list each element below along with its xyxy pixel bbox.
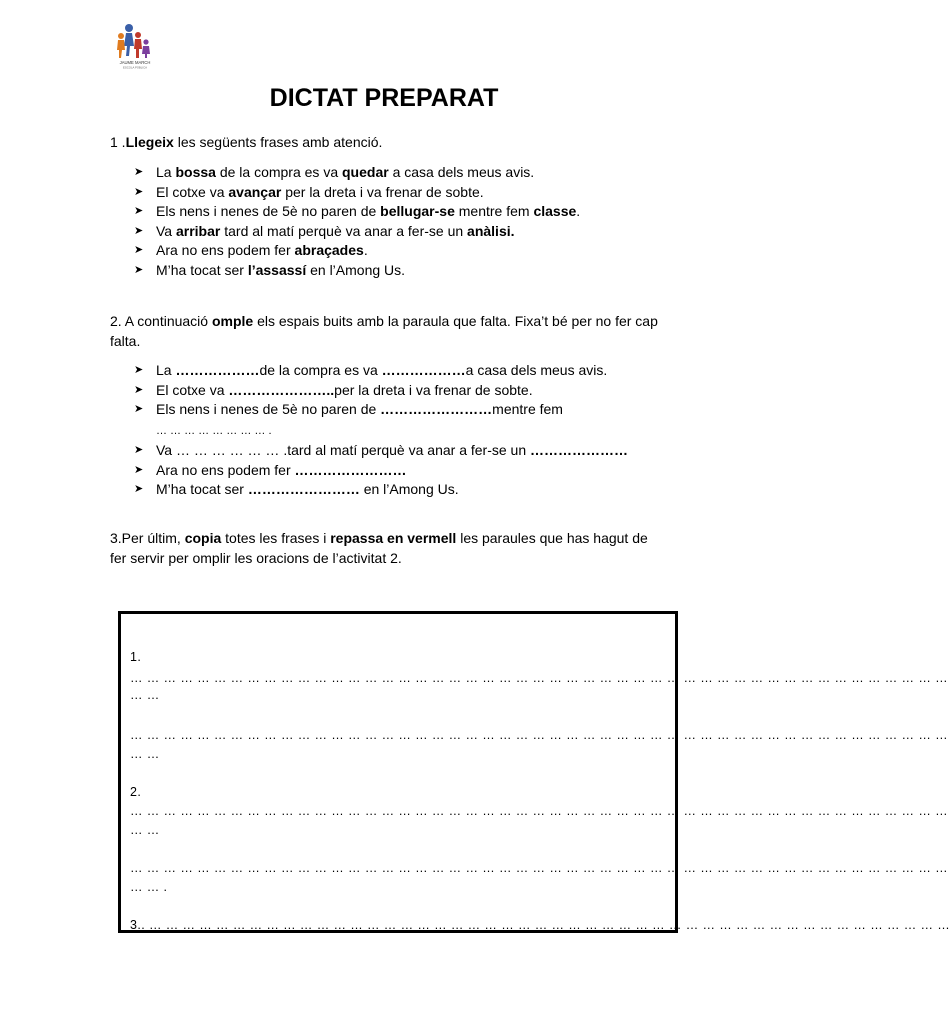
blank-field: ………………… [530,442,629,458]
answer-number: 1. [130,650,142,664]
logo-subcaption: ESCOLA PÚBLICA [123,65,147,70]
dotted-line: … … [130,688,160,702]
list-item: ➤ M’ha tocat ser …………………… en l’Among Us. [134,480,628,500]
logo-figures-icon [117,24,150,58]
list-item: ➤ Els nens i nenes de 5è no paren de ……………………mentre fem … … … … … … … … . [134,401,563,437]
list-item: ➤ Ara no ens podem fer …………………… [134,461,628,481]
blank-field: …………………… [247,481,360,497]
dotted-line: … … … … … … … … … … … … … … … … … … … … … … … … … … … … … … … … … … … … … … … … … … … … … … … … … [130,861,948,875]
dotted-line: … … [130,823,160,837]
arrow-bullet-icon: ➤ [134,166,144,178]
dotted-line: … … [130,747,160,761]
arrow-bullet-icon: ➤ [134,383,144,396]
section-3-keyword-copy: copia [184,530,222,546]
school-logo [110,22,160,70]
section-3-instruction: 3.Per últim, copia totes les frases i repassa en vermell les paraules que has hagut de fer servir per omplir les oracions de l’activitat 2. [110,530,648,566]
list-item: ➤ Ara no ens podem fer abraçades. [134,241,580,261]
dotted-line: … … … … … … … … … … … … … … … … … … … … … … … … … … … … … … … … … … … … … … … … … … … … … … … … … [130,728,948,742]
list-item: ➤ La ………………de la compra es va ………………a casa dels meus avis. [134,361,628,381]
arrow-bullet-icon: ➤ [134,244,144,256]
arrow-bullet-icon: ➤ [134,444,144,456]
dotted-line: … … . [130,880,168,894]
section-1-list [134,163,580,280]
list-item: ➤ El cotxe va avançar per la dreta i va frenar de sobte. [134,183,580,203]
blank-field: ……………… [381,362,466,378]
answer-number: 2. [130,785,142,799]
arrow-bullet-icon: ➤ [134,403,144,415]
list-item: ➤ Va arribar tard al matí perquè va anar a fer-se un anàlisi. [134,222,580,242]
section-2-instruction: 2. A continuació omple els espais buits amb la paraula que falta. Fixa’t bé per no fer cap falta. [110,313,658,349]
blank-field: ………………….. [228,381,335,398]
blank-field: …………………… [294,461,407,478]
dotted-line: … … … … … … … … … … … … … … … … … … … … … … … … … … … … … … … … … … … … … … … … … … … … … … … … … [130,804,948,818]
arrow-bullet-icon: ➤ [134,224,144,237]
blank-field: … … … … … … … … . [156,424,272,437]
list-item: ➤ Va … … … … … … .tard al matí perquè va anar a fer-se un ………………… [134,441,628,461]
section-3-keyword-review: repassa en vermell [330,530,457,546]
section-2-keyword: omple [211,313,254,329]
arrow-bullet-icon: ➤ [134,364,144,376]
list-item: ➤ El cotxe va …………………..per la dreta i va frenar de sobte. [134,381,628,401]
section-2-list [134,361,628,500]
arrow-bullet-icon: ➤ [134,463,144,476]
arrow-bullet-icon: ➤ [134,185,144,198]
list-item: ➤ Els nens i nenes de 5è no paren de bellugar-se mentre fem classe. [134,202,580,222]
dotted-line: … … … … … … … … … … … … … … … … … … … … … … … … … … … … … … … … … … … … … … … … … … … … … … … … … [130,671,948,685]
logo-caption: JAUME MARCH [119,60,151,65]
page-title: DICTAT PREPARAT [269,84,499,112]
arrow-bullet-icon: ➤ [134,483,144,495]
arrow-bullet-icon: ➤ [134,205,144,217]
blank-field: …………………… [380,401,493,417]
section-1-instruction [110,132,382,152]
blank-field: ……………… [175,362,260,378]
arrow-bullet-icon: ➤ [134,263,144,276]
answer-box [118,611,950,933]
section-1-text: les següents frases amb atenció. [173,134,383,150]
list-item: ➤ La bossa de la compra es va quedar a casa dels meus avis. [134,163,580,183]
section-1-number: 1 . [110,134,126,150]
dotted-line: 3.. … … … … … … … … … … … … … … … … … … … … … … … … … … … … … … … … … … … … … … … … … … … … … … … … [130,918,950,932]
list-item: ➤ M’ha tocat ser l’assassí en l’Among Us. [134,261,580,281]
section-1-keyword: Llegeix [125,134,174,150]
